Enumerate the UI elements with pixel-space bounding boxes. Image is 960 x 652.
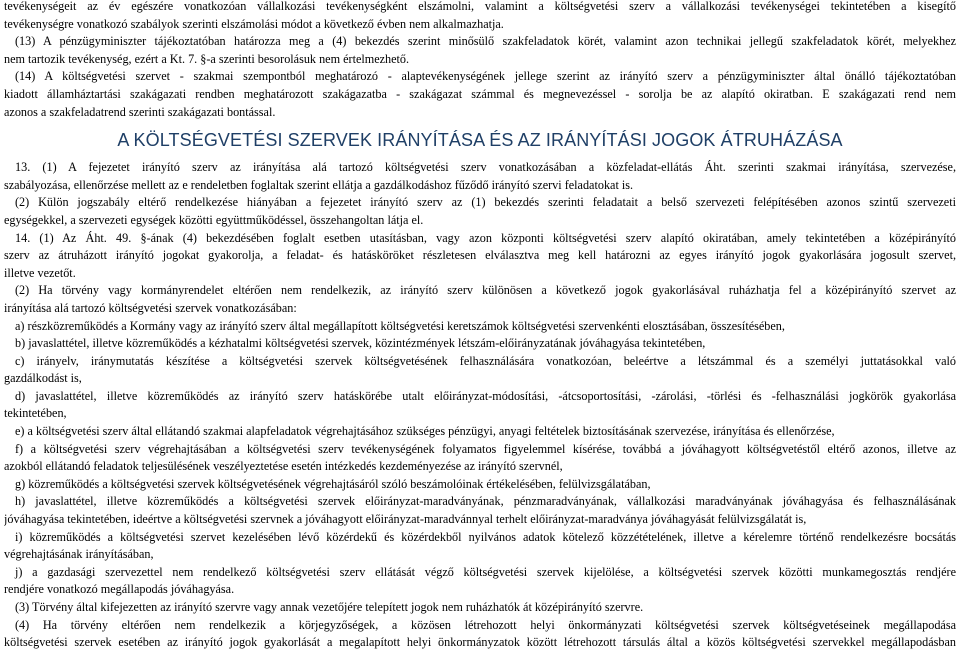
text-line: (2) Külön jogszabály eltérő rendelkezése hiányában a fejezetet irányító szerv az (1) bekezdés szerinti feladatait a belső szervezeti felépítésében azonos szintű szervezeti — [15, 195, 956, 210]
text-line: (2) Ha törvény vagy kormányrendelet eltérően nem rendelkezik, az irányító szerv különösen a következő jogok gyakorlásával ruházhatja fel a középirányító szervet az — [15, 283, 956, 298]
text-line: g) közreműködés a költségvetési szervek költségvetésének végrehajtásáról szóló beszámolóinak értékelésében, felülvizsgálatában, — [15, 476, 651, 491]
text-line: azokból ellátandó feladatok teljesülésének veszélyeztetése esetén intézkedés kezdeményezése az irányító szervnél, — [4, 459, 563, 474]
text-line: szabályozása, ellenőrzése mellett az e rendeletben foglaltak szerint ellátja a gazdálkodáshoz fűződő irányító szervi feladatokat is. — [4, 177, 634, 192]
text-line: jóváhagyása tekintetében, ideértve a költségvetési szervnek a jóváhagyott előirányzat-maradvánnyal terhelt előirányzat-maradványa jóváhagyását felülvizsgálatát is, — [4, 512, 807, 527]
text-line: (4) Ha törvény eltérően nem rendelkezik a körjegyzőségek, a közösen létrehozott helyi önkormányzati költségvetési szervek költségvetéseinek megállapodása — [15, 617, 956, 632]
section-body — [4, 159, 956, 652]
text-line: azonos a szakfeladatrend szerinti szakágazati bontással. — [4, 104, 276, 119]
text-line: tevékenységre vonatkozó szabályok szerinti elszámolási módot a következő évben nem alkalmazhatja. — [4, 16, 504, 31]
text-line: d) javaslattétel, illetve közreműködés az irányító szerv hatáskörébe utalt előirányzat-módosítási, -átcsoportosítási, -zárolási, -törlési és -felhasználási jogkörök gyakorlása — [15, 388, 956, 403]
text-line: illetve vezetőt. — [4, 265, 76, 280]
text-line: rendjére vonatkozó megállapodás jóváhagyása. — [4, 582, 235, 597]
text-line: szerv az átruházott irányító jogokat gyakorolja, a feladat- és hatásköröket részletesen elválasztva meg kell határozni az egyes irányító jogok gyakorlására jogosult szervet, — [4, 248, 956, 263]
text-line: j) a gazdasági szervezettel nem rendelkező költségvetési szerv ellátását végző költségvetési szervek kijelölése, a költségvetési szervek közötti munkamegosztás rendjére — [15, 564, 956, 579]
section-heading: A KÖLTSÉGVETÉSI SZERVEK IRÁNYÍTÁSA ÉS AZ IRÁNYÍTÁSI JOGOK ÁTRUHÁZÁSA — [117, 130, 843, 151]
text-line: gazdálkodást is, — [4, 371, 82, 386]
text-line: kiadott államháztartási szakágazati rendben meghatározott szakágazatba - szakágazat számmal és megnevezéssel - sorolja be az alapító okiratban. E szakágazati rend nem — [4, 86, 956, 101]
text-line: költségvetési szervek esetében az irányító jogok gyakorlását a megalapított helyi önkormányzatok között létrehozott társulás által a közös költségvetési szervekkel megállapodásban — [4, 635, 956, 650]
text-line: (3) Törvény által kifejezetten az irányító szervre vagy annak vezetőjére telepített jogok nem ruházhatók át középirányító szervre. — [15, 600, 644, 614]
text-line: h) javaslattétel, illetve közreműködés a költségvetési szervek előirányzat-maradványának, pénzmaradványának, vállalkozási maradványának jóváhagyása és felhasználásának — [15, 494, 956, 509]
text-line: a) részközreműködés a Kormány vagy az irányító szerv által megállapított költségvetési keretszámok költségvetési szervenkénti elosztásában, összesítésében, — [15, 318, 785, 333]
text-line: (14) A költségvetési szervet - szakmai szempontból meghatározó - alaptevékenységének jellege szerint az irányító szerv a pénzügyminiszter által önálló tájékoztatóban — [15, 69, 956, 84]
text-line: e) a költségvetési szerv által ellátandó szakmai alapfeladatok végrehajtásához szükséges pénzügyi, anyagi feltételek biztosításának szervezése, irányítása és ellenőrzése, — [15, 424, 835, 439]
text-line: végrehajtásának irányításában, — [4, 547, 154, 562]
text-line: tevékenységeit az év egészére vonatkozóan vállalkozási tevékenységként elszámolni, valamint a költségvetési szerv a vállalkozási tevékenységei tekintetében a kisegítő — [4, 0, 956, 13]
preceding-paragraphs — [4, 0, 956, 121]
text-line: c) irányelv, iránymutatás készítése a költségvetési szervek költségvetésének felhasználására vonatkozóan, beleértve a létszámmal és a személyi juttatásokkal való — [15, 353, 956, 368]
text-line: f) a költségvetési szerv végrehajtásában a költségvetési szerv tevékenységének folyamatos figyelemmel kísérése, továbbá a jóváhagyott költségvetéstől eltérő azonos, illetve az — [15, 441, 956, 456]
text-line: 14. (1) Az Áht. 49. §-ának (4) bekezdésében foglalt esetben utasításban, vagy azon központi költségvetési szerv alapító okiratában, amely tekintetében a középirányító — [15, 230, 956, 245]
text-line: irányítása alá tartozó költségvetési szervek vonatkozásában: — [4, 300, 297, 315]
text-line: nem tartozik tevékenység, ezért a Kt. 7. §-a szerinti besorolásuk nem értelmezhető. — [4, 51, 410, 66]
text-line: egységekkel, a szervezeti egységek közötti együttműködéssel, összehangoltan látja el. — [4, 212, 424, 227]
document-page — [4, 0, 956, 652]
text-line: tekintetében, — [4, 406, 67, 421]
text-line: i) közreműködés a költségvetési szervet kezelésében lévő közérdekű és közérdekből nyilvános adatok kötelező közzétételének, illetve a kérelemre történő rendelkezésre bocsátás — [15, 529, 956, 544]
text-line: 13. (1) A fejezetet irányító szerv az irányítása alá tartozó költségvetési szerv vonatkozásában a közfeladat-ellátás Áht. szerinti szakmai irányítása, szervezése, — [15, 160, 956, 175]
text-line: b) javaslattétel, illetve közreműködés a kézhatalmi költségvetési szervek, közintézmények létszám-előirányzatának jóváhagyása tekintetében, — [15, 336, 706, 351]
text-line: (13) A pénzügyminiszter tájékoztatóban határozza meg a (4) bekezdés szerint minősülő szakfeladatok körét, valamint azon technikai jellegű szakfeladatok körét, melyekhez — [15, 34, 956, 49]
